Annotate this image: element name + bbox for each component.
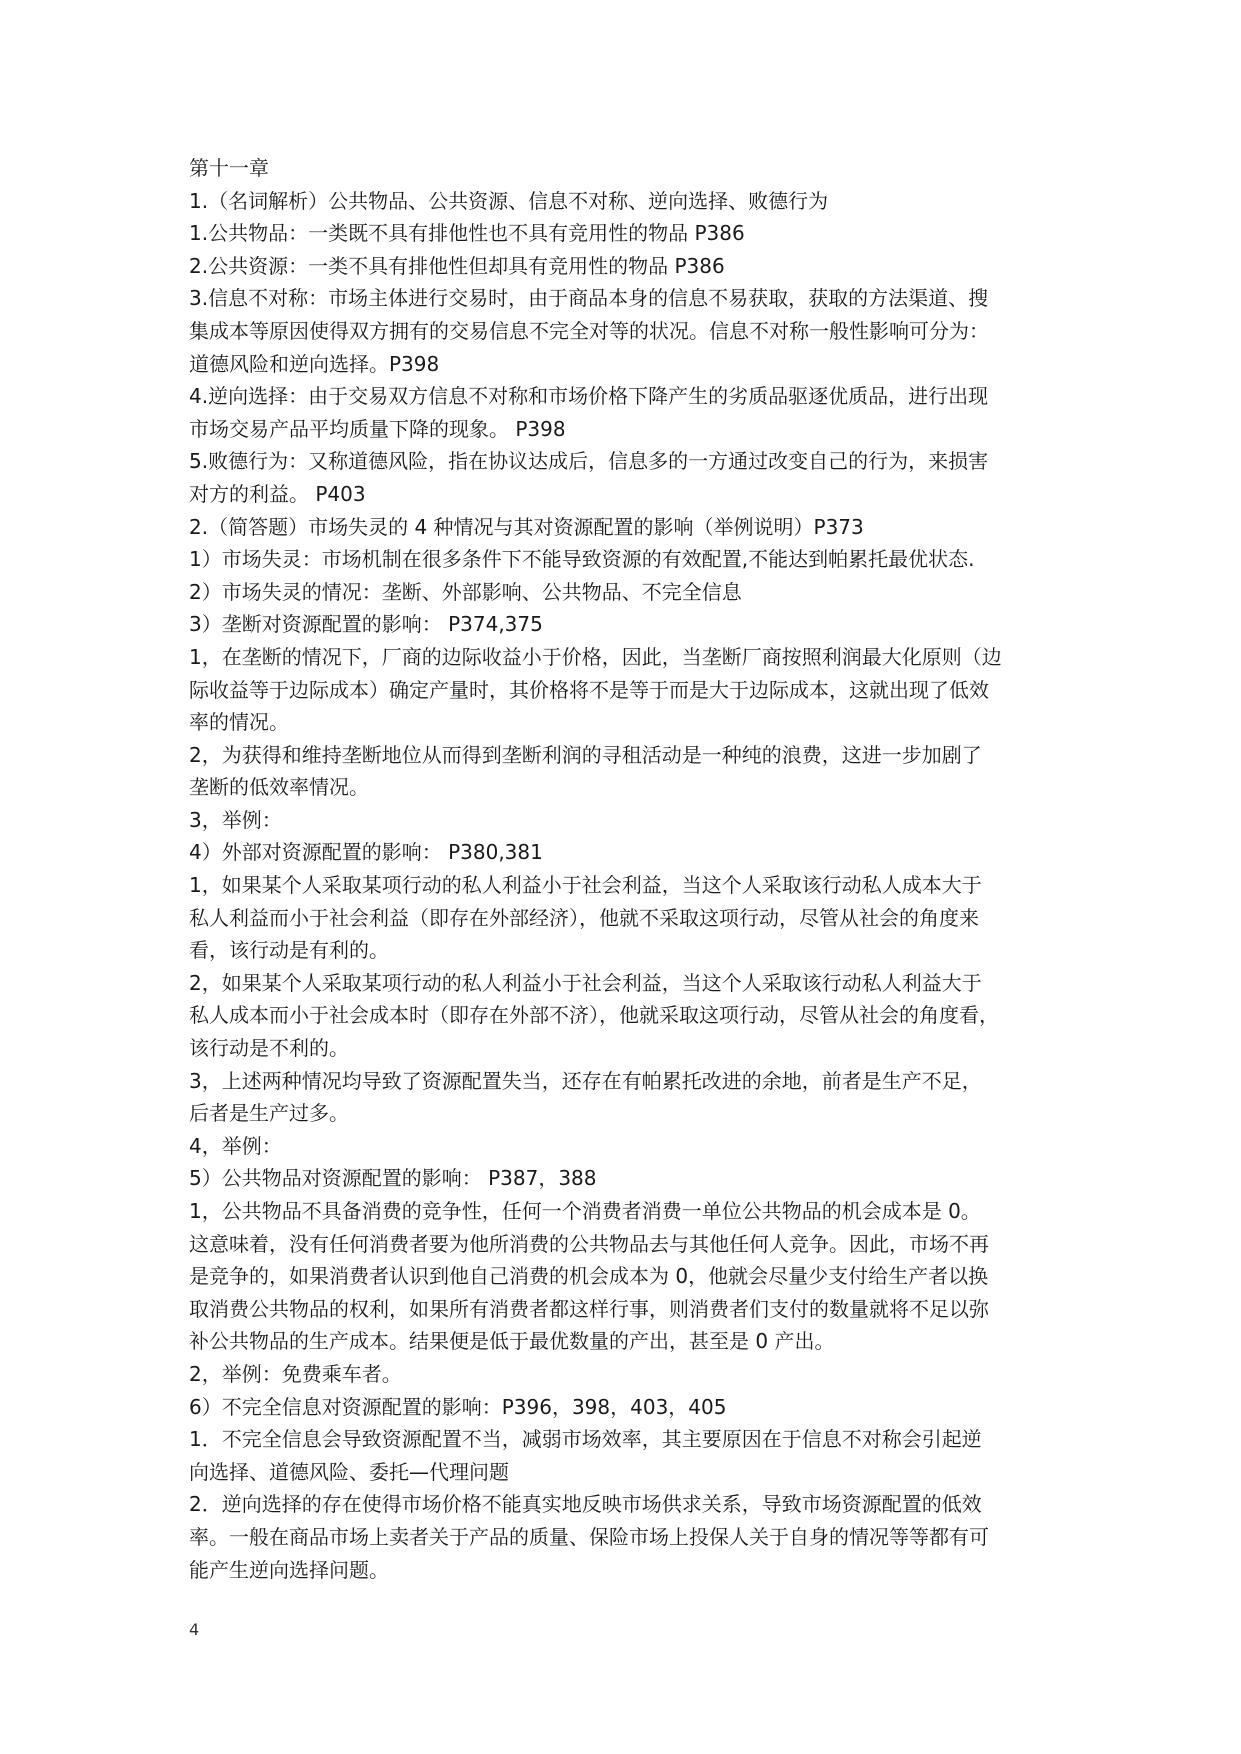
text-line: 取消费公共物品的权利，如果所有消费者都这样行事，则消费者们支付的数量就将不足以弥 xyxy=(189,1296,989,1321)
text-line: 后者是生产过多。 xyxy=(189,1101,349,1126)
text-line: 4）外部对资源配置的影响： P380,381 xyxy=(189,840,543,865)
text-line: 5）公共物品对资源配置的影响： P387，388 xyxy=(189,1166,597,1191)
text-line: 1.（名词解析）公共物品、公共资源、信息不对称、逆向选择、败德行为 xyxy=(189,188,829,213)
text-line: 该行动是不利的。 xyxy=(189,1036,349,1061)
text-line: 率。一般在商品市场上卖者关于产品的质量、保险市场上投保人关于自身的情况等等都有可 xyxy=(189,1524,989,1549)
text-line: 2．逆向选择的存在使得市场价格不能真实地反映市场供求关系，导致市场资源配置的低效 xyxy=(189,1492,982,1517)
text-line: 1，如果某个人采取某项行动的私人利益小于社会利益，当这个人采取该行动私人成本大于 xyxy=(189,873,982,898)
text-line: 是竞争的，如果消费者认识到他自己消费的机会成本为 0，他就会尽量少支付给生产者以换 xyxy=(189,1264,989,1289)
text-line: 2.（简答题）市场失灵的 4 种情况与其对资源配置的影响（举例说明）P373 xyxy=(189,514,864,539)
text-line: 道德风险和逆向选择。P398 xyxy=(189,351,440,376)
text-line: 1，公共物品不具备消费的竞争性，任何一个消费者消费一单位公共物品的机会成本是 0。 xyxy=(189,1199,981,1223)
text-line: 3，上述两种情况均导致了资源配置失当，还存在有帕累托改进的余地，前者是生产不足， xyxy=(189,1068,982,1093)
text-line: 2，举例：免费乘车者。 xyxy=(189,1361,402,1386)
text-line: 率的情况。 xyxy=(189,710,289,735)
text-line: 这意味着，没有任何消费者要为他所消费的公共物品去与其他任何人竞争。因此，市场不再 xyxy=(189,1231,989,1256)
text-line: 能产生逆向选择问题。 xyxy=(189,1557,389,1582)
text-line: 市场交易产品平均质量下降的现象。 P398 xyxy=(189,416,566,441)
text-line: 3.信息不对称：市场主体进行交易时，由于商品本身的信息不易获取，获取的方法渠道、搜 xyxy=(189,286,989,311)
text-line: 6）不完全信息对资源配置的影响：P396，398，403，405 xyxy=(189,1394,727,1419)
text-line: 私人成本而小于社会成本时（即存在外部不济），他就采取这项行动，尽管从社会的角度看， xyxy=(189,1003,999,1028)
text-line: 集成本等原因使得双方拥有的交易信息不完全对等的状况。信息不对称一般性影响可分为： xyxy=(189,318,989,343)
text-line: 3）垄断对资源配置的影响： P374,375 xyxy=(189,612,543,637)
text-line: 5.败德行为：又称道德风险，指在协议达成后，信息多的一方通过改变自己的行为，来损害 xyxy=(189,449,989,474)
page-number: 4 xyxy=(189,1620,200,1639)
text-line: 1.公共物品：一类既不具有排他性也不具有竞用性的物品 P386 xyxy=(189,221,745,246)
text-line: 垄断的低效率情况。 xyxy=(189,775,369,800)
text-line: 1，在垄断的情况下，厂商的边际收益小于价格，因此，当垄断厂商按照利润最大化原则（边 xyxy=(189,644,1002,669)
text-line: 4.逆向选择：由于交易双方信息不对称和市场价格下降产生的劣质品驱逐优质品，进行出现 xyxy=(189,384,989,409)
text-line: 1．不完全信息会导致资源配置不当，减弱市场效率，其主要原因在于信息不对称会引起逆 xyxy=(189,1427,982,1452)
text-line: 2）市场失灵的情况：垄断、外部影响、公共物品、不完全信息 xyxy=(189,579,742,604)
text-line: 2，为获得和维持垄断地位从而得到垄断利润的寻租活动是一种纯的浪费，这进一步加剧了 xyxy=(189,742,982,767)
text-line: 4，举例： xyxy=(189,1133,282,1158)
text-line: 补公共物品的生产成本。结果便是低于最优数量的产出，甚至是 0 产出。 xyxy=(189,1329,835,1354)
text-line: 2，如果某个人采取某项行动的私人利益小于社会利益，当这个人采取该行动私人利益大于 xyxy=(189,970,982,995)
text-line: 2.公共资源：一类不具有排他性但却具有竞用性的物品 P386 xyxy=(189,253,725,278)
text-line: 私人利益而小于社会利益（即存在外部经济），他就不采取这项行动，尽管从社会的角度来 xyxy=(189,905,979,930)
text-line: 3，举例： xyxy=(189,807,282,832)
document-body xyxy=(189,152,1059,1586)
text-line: 向选择、道德风险、委托—代理问题 xyxy=(189,1459,509,1484)
text-line: 第十一章 xyxy=(189,156,269,180)
text-line: 1）市场失灵：市场机制在很多条件下不能导致资源的有效配置,不能达到帕累托最优状态. xyxy=(189,547,975,572)
text-line: 对方的利益。 P403 xyxy=(189,481,366,506)
text-line: 际收益等于边际成本）确定产量时，其价格将不是等于而是大于边际成本，这就出现了低效 xyxy=(189,677,989,702)
text-line: 看，该行动是有利的。 xyxy=(189,938,389,963)
